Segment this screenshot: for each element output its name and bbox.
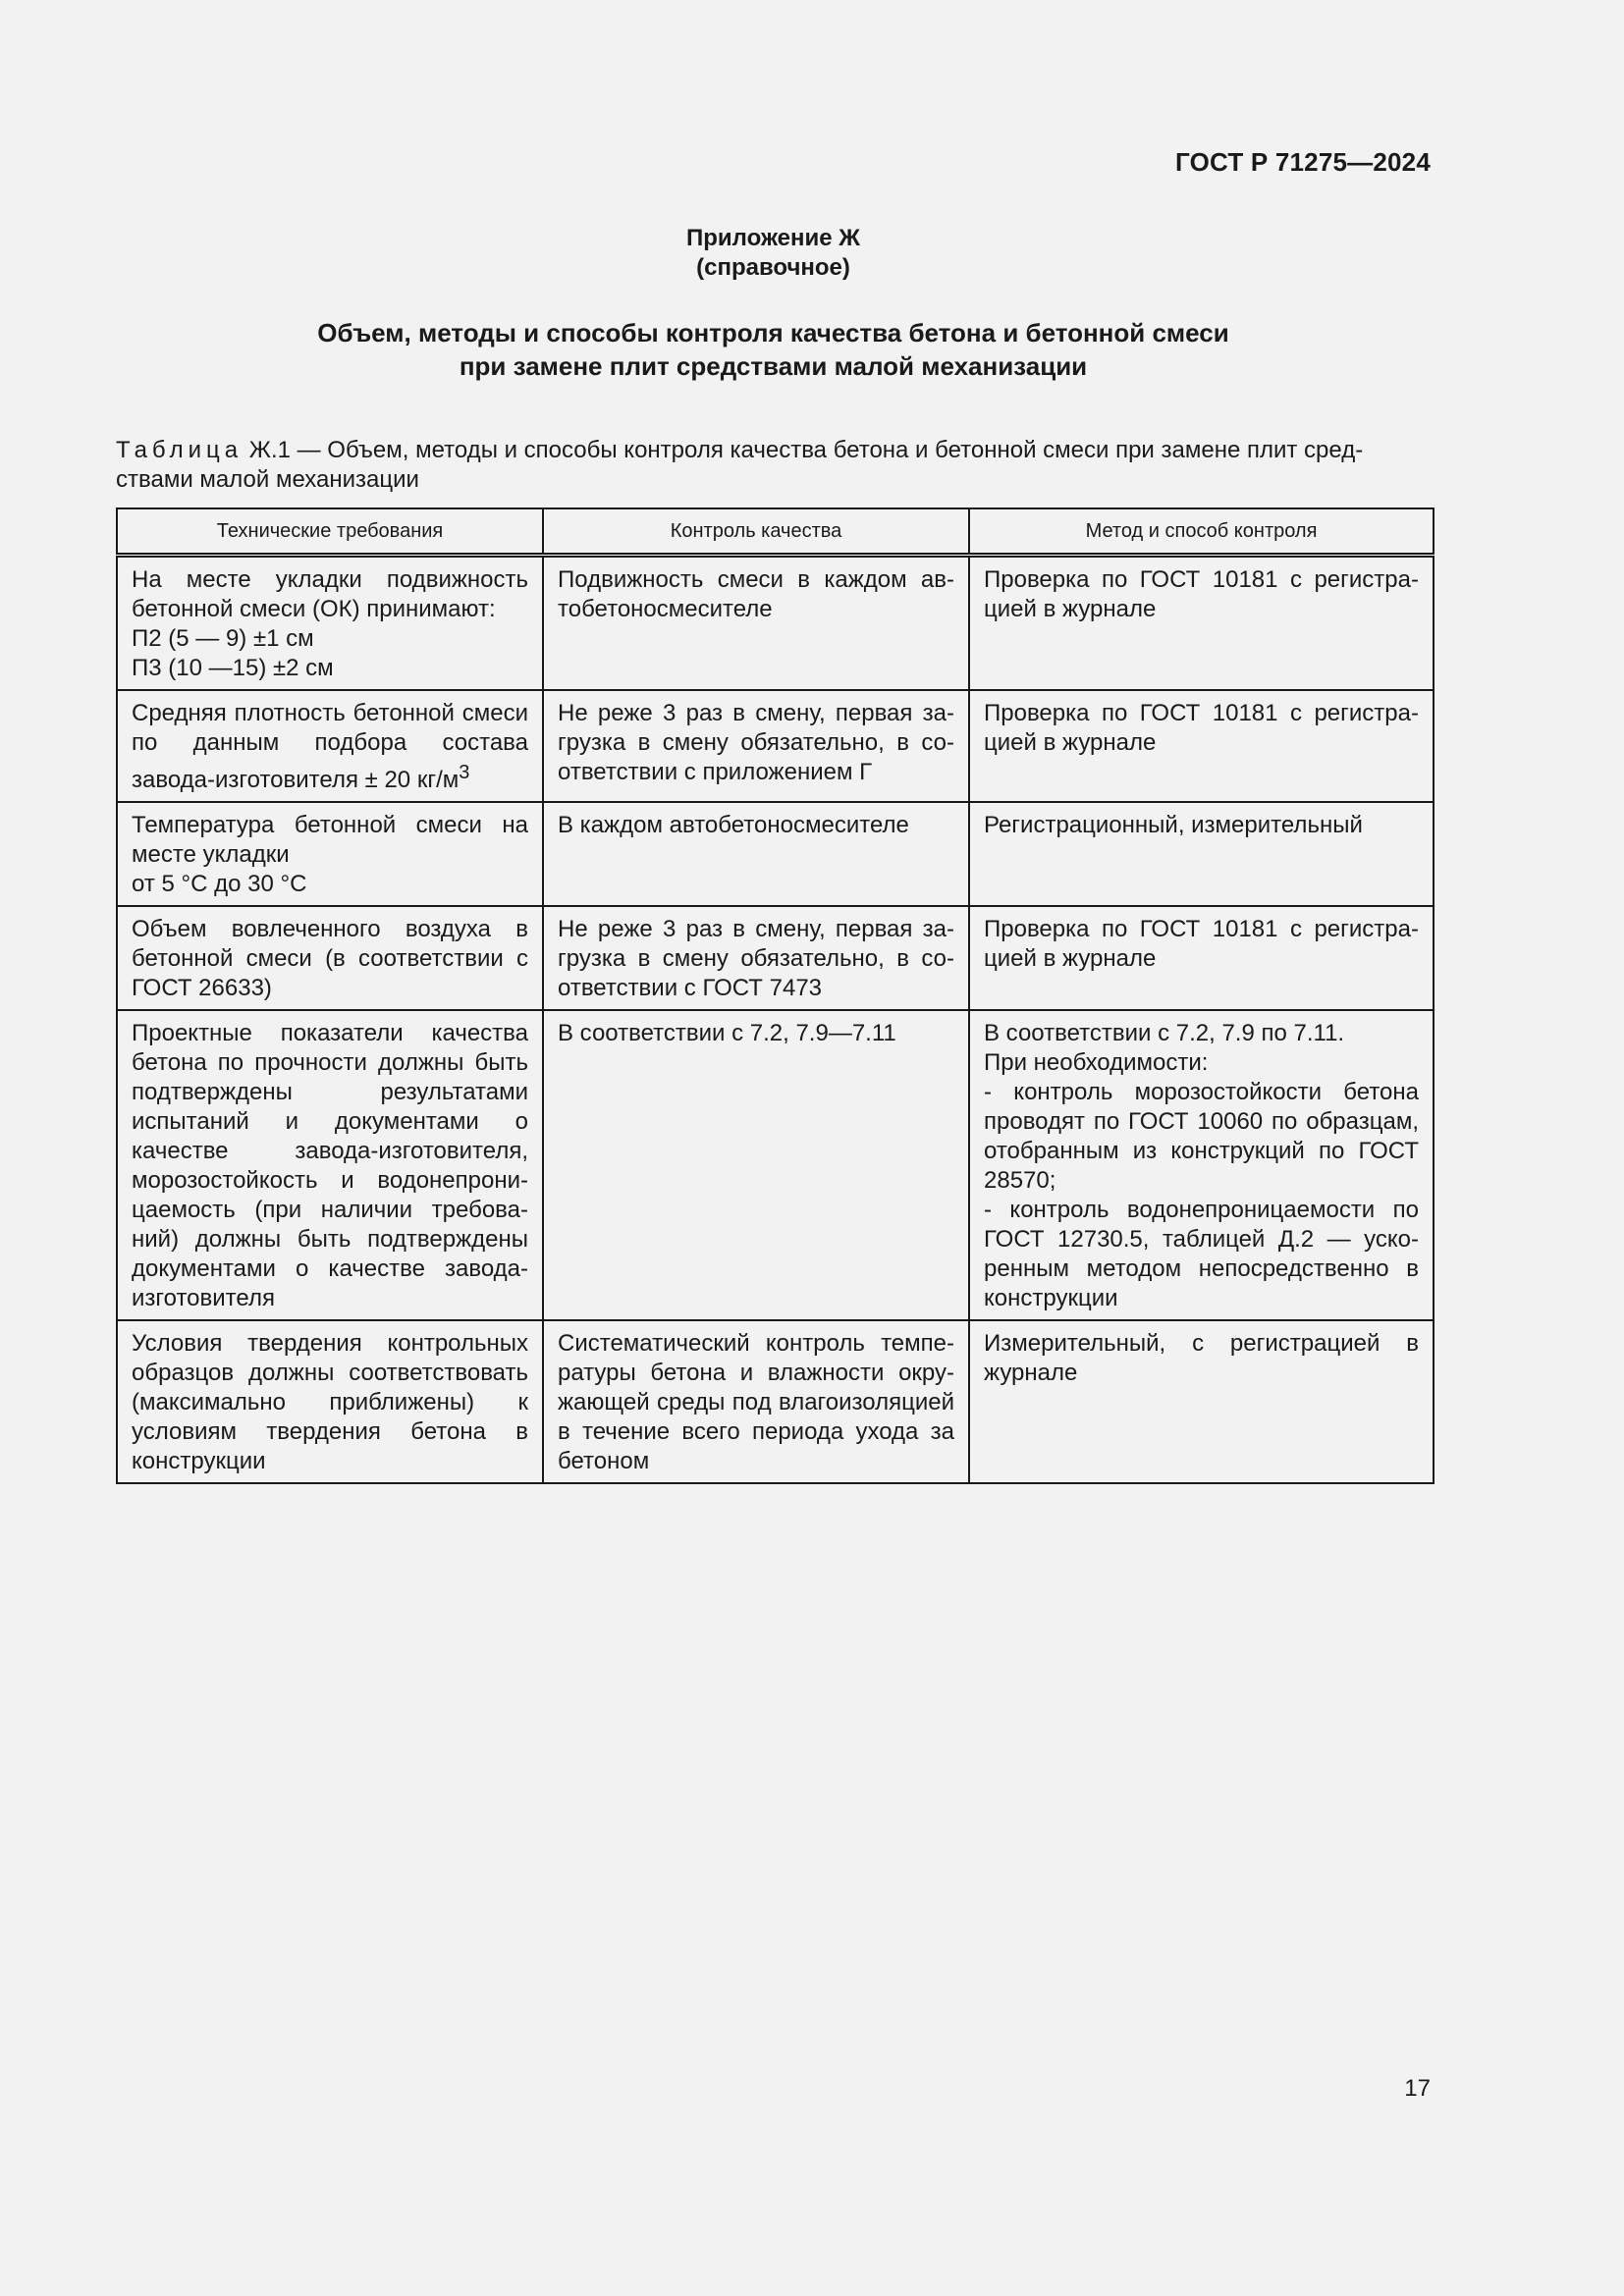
cell-method: В соответствии с 7.2, 7.9 по 7.11. При необходимости: - контроль морозостойкости бетона проводят по ГОСТ 10060 по образцам, отобранным из конструкций по ГОСТ 28570; - контроль водонепроницаемости по ГОСТ 12730.5, таблицей Д.2 — ускоренным методом непосредственно в конструкции	[969, 1010, 1434, 1320]
title-line-1: Объем, методы и способы контроля качества бетона и бетонной смеси	[317, 318, 1229, 347]
superscript-unit: 3	[459, 762, 470, 783]
appendix-type: (справочное)	[696, 254, 850, 281]
appendix-heading	[0, 224, 1546, 283]
table-row	[117, 690, 1434, 802]
cell-method: Проверка по ГОСТ 10181 с регистрацией в журнале	[969, 906, 1434, 1010]
table-caption-text: Ж.1 — Объем, методы и способы контроля качества бетона и бетонной смеси при замене плит сред- ствами малой механизации	[116, 437, 1364, 493]
cell-method: Измерительный, с регистрацией в журнале	[969, 1320, 1434, 1483]
appendix-label: Приложение Ж	[686, 225, 860, 251]
cell-requirement: Температура бетонной смеси на месте укладки от 5 °С до 30 °С	[117, 802, 543, 906]
quality-control-table	[116, 507, 1435, 1484]
cell-method: Проверка по ГОСТ 10181 с регистрацией в журнале	[969, 556, 1434, 691]
table-row	[117, 556, 1434, 691]
title-line-2: при замене плит средствами малой механизации	[459, 351, 1088, 381]
column-header-control-method: Метод и способ контроля	[969, 508, 1434, 556]
cell-control: Не реже 3 раз в смену, первая загрузка в смену обязательно, в соответствии с ГОСТ 7473	[543, 906, 969, 1010]
document-title	[0, 316, 1546, 383]
table-row	[117, 1320, 1434, 1483]
cell-control: В соответствии с 7.2, 7.9—7.11	[543, 1010, 969, 1320]
column-header-requirements: Технические требования	[117, 508, 543, 556]
cell-method: Проверка по ГОСТ 10181 с регистрацией в журнале	[969, 690, 1434, 802]
requirement-text: Средняя плотность бетонной смеси по данным подбора состава завода-изготовителя ± 20 кг/м	[132, 700, 528, 793]
cell-requirement: Проектные показатели качества бетона по прочности должны быть подтверждены результатами испытаний и документами о качестве завода-изготовителя, морозостойкость и водонепроницаемость (при наличии требований) должны быть подтверждены документами о качестве завода-изготовителя	[117, 1010, 543, 1320]
standard-code: ГОСТ Р 71275—2024	[1175, 147, 1431, 177]
cell-requirement	[117, 690, 543, 802]
cell-requirement: Условия твердения контрольных образцов должны соответствовать (максимально приближены) к условиям твердения бетона в конструкции	[117, 1320, 543, 1483]
table-row	[117, 906, 1434, 1010]
cell-control: Систематический контроль температуры бетона и влажности окружающей среды под влагоизоляцией в течение всего периода ухода за бетоном	[543, 1320, 969, 1483]
cell-control: Не реже 3 раз в смену, первая загрузка в смену обязательно, в соответствии с приложением Г	[543, 690, 969, 802]
table-caption	[116, 436, 1432, 495]
table-row	[117, 1010, 1434, 1320]
page-number: 17	[1404, 2075, 1431, 2102]
cell-requirement: Объем вовлеченного воздуха в бетонной смеси (в соответствии с ГОСТ 26633)	[117, 906, 543, 1010]
column-header-quality-control: Контроль качества	[543, 508, 969, 556]
cell-requirement: На месте укладки подвижность бетонной смеси (ОК) принимают: П2 (5 — 9) ±1 см П3 (10 —15) ±2 см	[117, 556, 543, 691]
cell-control: В каждом автобетоносмесителе	[543, 802, 969, 906]
cell-method: Регистрационный, измерительный	[969, 802, 1434, 906]
table-row	[117, 802, 1434, 906]
table-header-row	[117, 508, 1434, 556]
table-caption-label: Таблица	[116, 437, 244, 463]
cell-control: Подвижность смеси в каждом автобетоносмесителе	[543, 556, 969, 691]
